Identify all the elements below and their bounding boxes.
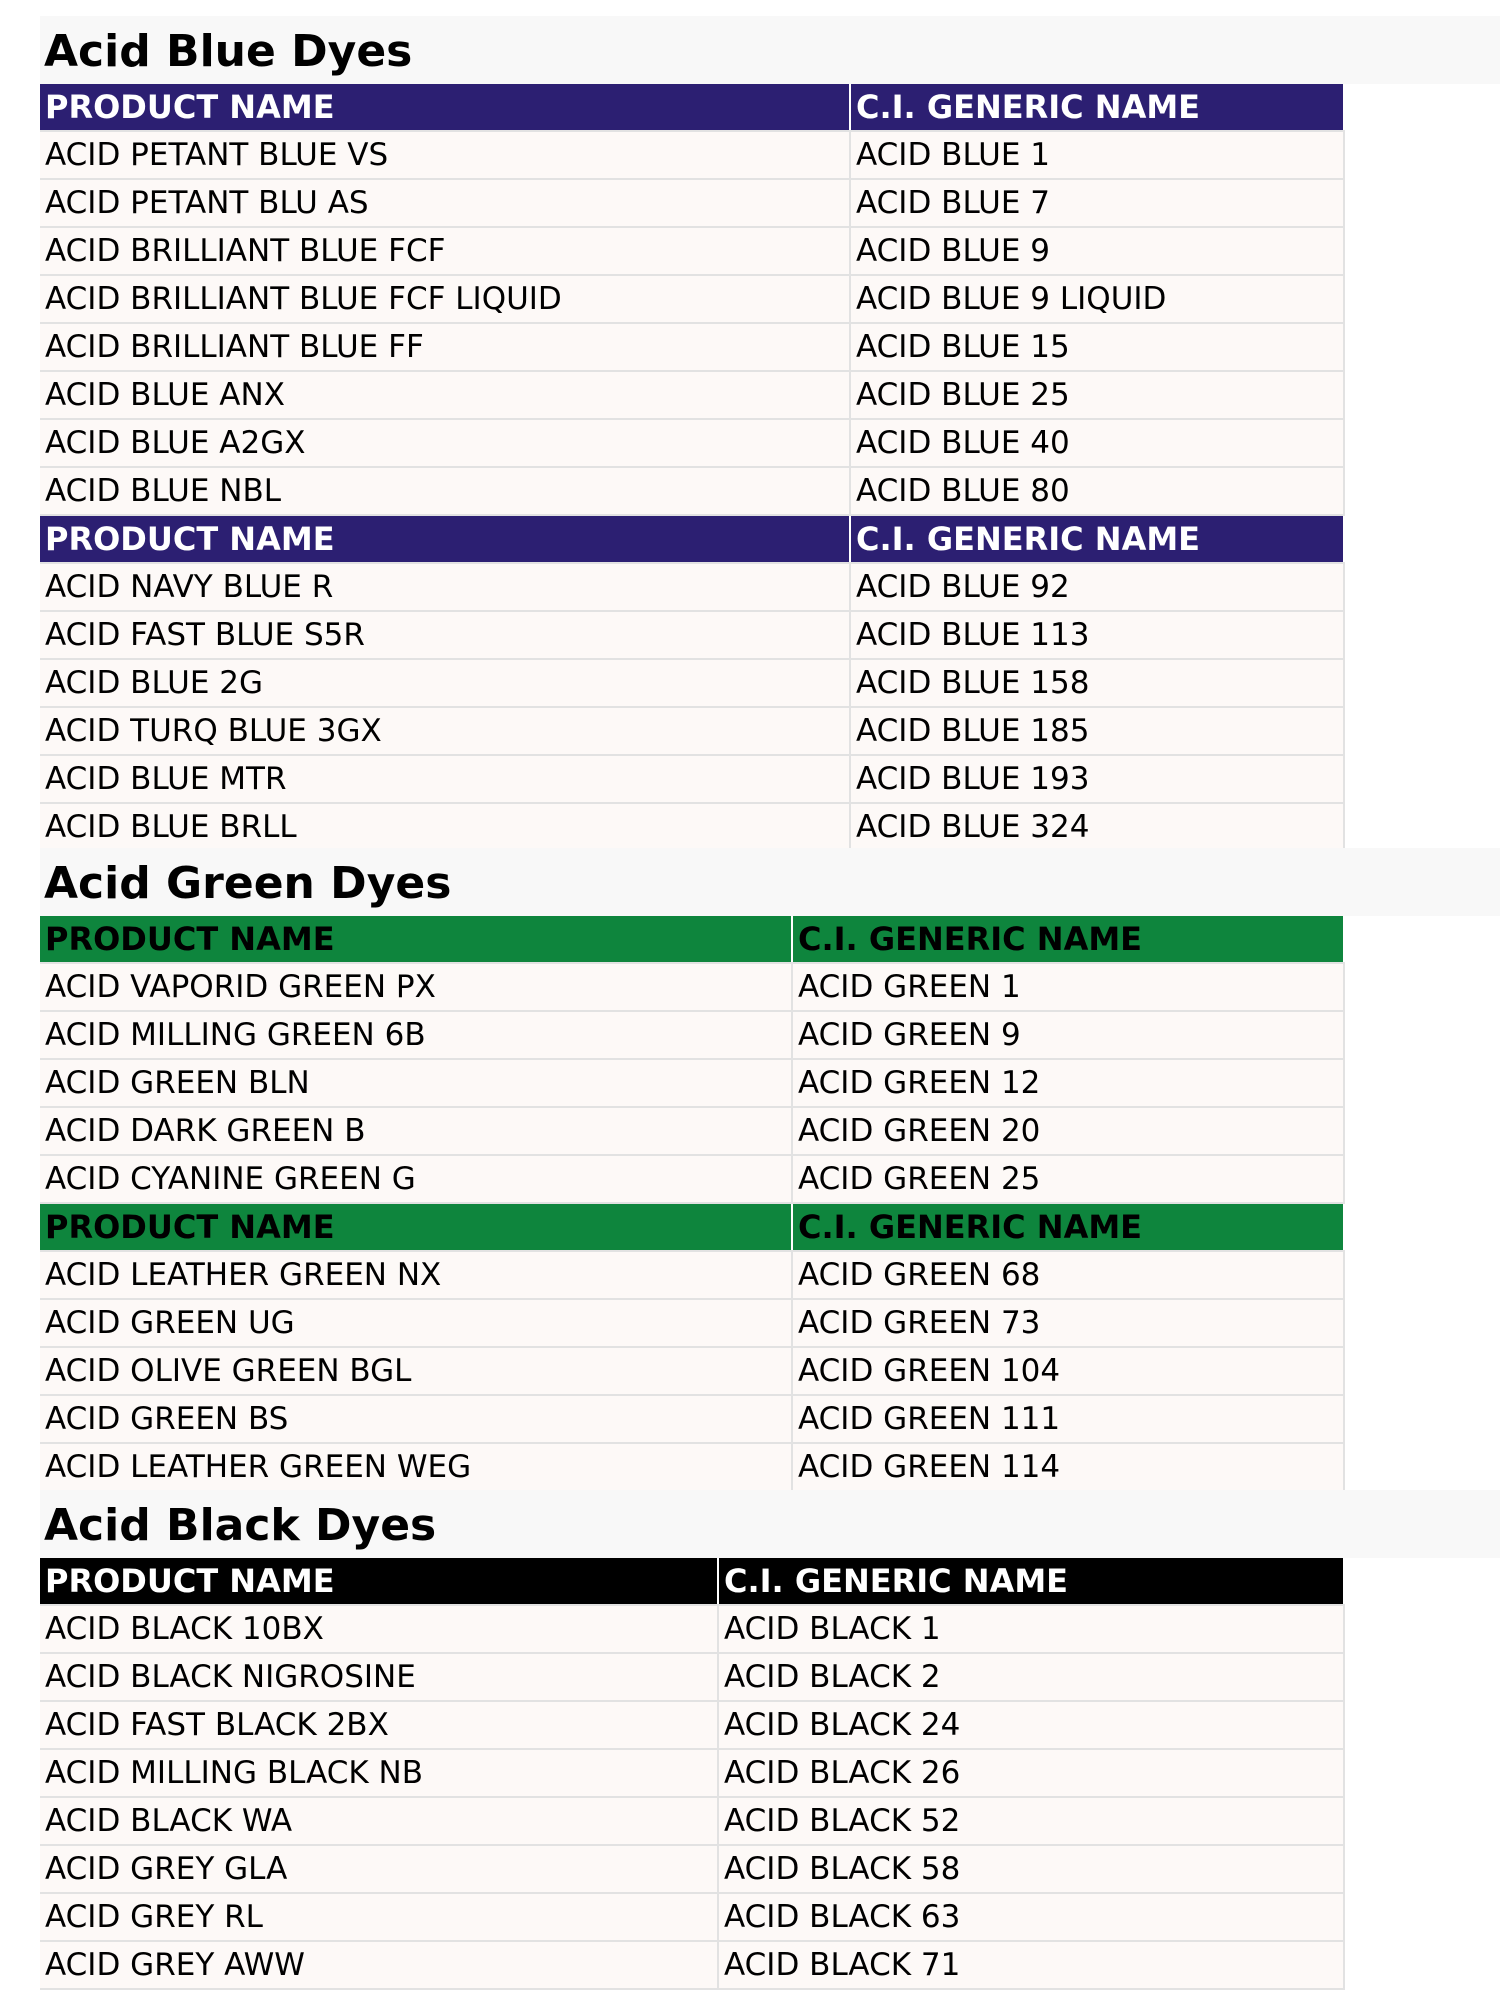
table-header-row: [40, 1558, 1344, 1605]
table-row: [40, 1155, 1344, 1203]
product-name-cell: ACID BLUE MTR: [40, 755, 850, 803]
generic-name-cell: ACID GREEN 9: [792, 1011, 1344, 1059]
generic-name-cell: ACID BLUE 25: [850, 371, 1344, 419]
product-name-cell: ACID GREY AWW: [40, 1941, 718, 1989]
product-name-cell: ACID NAVY BLUE R: [40, 563, 850, 611]
generic-name-cell: ACID BLUE 40: [850, 419, 1344, 467]
acid-blue-dyes-table: [40, 84, 1345, 852]
table-row: [40, 1797, 1344, 1845]
generic-name-cell: ACID BLACK 58: [718, 1845, 1344, 1893]
product-name-cell: ACID PETANT BLU AS: [40, 179, 850, 227]
generic-name-cell: ACID BLUE 185: [850, 707, 1344, 755]
generic-name-cell: ACID BLUE 113: [850, 611, 1344, 659]
table-row: [40, 467, 1344, 515]
column-header-generic-name: C.I. GENERIC NAME: [850, 515, 1344, 563]
column-header-product-name: PRODUCT NAME: [40, 1203, 792, 1251]
product-name-cell: ACID BRILLIANT BLUE FF: [40, 323, 850, 371]
table-row: [40, 1893, 1344, 1941]
product-name-cell: ACID FAST BLACK 2BX: [40, 1701, 718, 1749]
generic-name-cell: ACID BLACK 26: [718, 1749, 1344, 1797]
product-name-cell: ACID BLACK 10BX: [40, 1605, 718, 1653]
table-row: [40, 371, 1344, 419]
table-row: [40, 1845, 1344, 1893]
table-row: [40, 707, 1344, 755]
product-name-cell: ACID OLIVE GREEN BGL: [40, 1347, 792, 1395]
product-name-cell: ACID GREEN BLN: [40, 1059, 792, 1107]
product-name-cell: ACID TURQ BLUE 3GX: [40, 707, 850, 755]
generic-name-cell: ACID GREEN 114: [792, 1443, 1344, 1491]
table-body: [40, 1558, 1344, 1989]
generic-name-cell: ACID BLUE 92: [850, 563, 1344, 611]
product-name-cell: ACID VAPORID GREEN PX: [40, 963, 792, 1011]
table-row: [40, 611, 1344, 659]
generic-name-cell: ACID BLUE 324: [850, 803, 1344, 851]
generic-name-cell: ACID BLACK 1: [718, 1605, 1344, 1653]
product-name-cell: ACID FAST BLUE S5R: [40, 611, 850, 659]
product-name-cell: ACID DARK GREEN B: [40, 1107, 792, 1155]
table-row: [40, 803, 1344, 851]
generic-name-cell: ACID GREEN 104: [792, 1347, 1344, 1395]
column-header-generic-name: C.I. GENERIC NAME: [792, 1203, 1344, 1251]
column-header-product-name: PRODUCT NAME: [40, 84, 850, 131]
generic-name-cell: ACID BLACK 71: [718, 1941, 1344, 1989]
table-row: [40, 755, 1344, 803]
generic-name-cell: ACID BLUE 9 LIQUID: [850, 275, 1344, 323]
table-body: [40, 916, 1344, 1491]
table-row: [40, 1347, 1344, 1395]
column-header-generic-name: C.I. GENERIC NAME: [792, 916, 1344, 963]
generic-name-cell: ACID BLUE 7: [850, 179, 1344, 227]
column-header-product-name: PRODUCT NAME: [40, 916, 792, 963]
table-row: [40, 179, 1344, 227]
table-row: [40, 419, 1344, 467]
product-name-cell: ACID PETANT BLUE VS: [40, 131, 850, 179]
acid-green-dyes-table: [40, 916, 1345, 1492]
generic-name-cell: ACID GREEN 68: [792, 1251, 1344, 1299]
table-row: [40, 323, 1344, 371]
section-title-green: Acid Green Dyes: [44, 858, 452, 909]
table-header-row: [40, 916, 1344, 963]
table-row: [40, 1701, 1344, 1749]
product-name-cell: ACID GREY GLA: [40, 1845, 718, 1893]
generic-name-cell: ACID GREEN 111: [792, 1395, 1344, 1443]
product-name-cell: ACID BLUE ANX: [40, 371, 850, 419]
generic-name-cell: ACID GREEN 20: [792, 1107, 1344, 1155]
generic-name-cell: ACID GREEN 12: [792, 1059, 1344, 1107]
product-name-cell: ACID BLUE A2GX: [40, 419, 850, 467]
table-header-row: [40, 1203, 1344, 1251]
generic-name-cell: ACID BLUE 193: [850, 755, 1344, 803]
product-name-cell: ACID BLUE NBL: [40, 467, 850, 515]
product-name-cell: ACID BRILLIANT BLUE FCF: [40, 227, 850, 275]
table-header-row: [40, 515, 1344, 563]
product-name-cell: ACID LEATHER GREEN NX: [40, 1251, 792, 1299]
product-name-cell: ACID GREEN UG: [40, 1299, 792, 1347]
table-row: [40, 1749, 1344, 1797]
generic-name-cell: ACID BLACK 2: [718, 1653, 1344, 1701]
table-row: [40, 1395, 1344, 1443]
generic-name-cell: ACID BLUE 15: [850, 323, 1344, 371]
table-body: [40, 84, 1344, 851]
table-row: [40, 227, 1344, 275]
product-name-cell: ACID GREEN BS: [40, 1395, 792, 1443]
generic-name-cell: ACID BLUE 9: [850, 227, 1344, 275]
table-row: [40, 1941, 1344, 1989]
column-header-generic-name: C.I. GENERIC NAME: [850, 84, 1344, 131]
product-name-cell: ACID MILLING GREEN 6B: [40, 1011, 792, 1059]
table-row: [40, 131, 1344, 179]
generic-name-cell: ACID BLACK 24: [718, 1701, 1344, 1749]
column-header-product-name: PRODUCT NAME: [40, 1558, 718, 1605]
table-row: [40, 1443, 1344, 1491]
table-row: [40, 1299, 1344, 1347]
product-name-cell: ACID BRILLIANT BLUE FCF LIQUID: [40, 275, 850, 323]
product-name-cell: ACID LEATHER GREEN WEG: [40, 1443, 792, 1491]
table-header-row: [40, 84, 1344, 131]
acid-black-dyes-table: [40, 1558, 1345, 1990]
generic-name-cell: ACID BLUE 158: [850, 659, 1344, 707]
section-title-blue: Acid Blue Dyes: [44, 26, 413, 77]
generic-name-cell: ACID BLACK 52: [718, 1797, 1344, 1845]
table-row: [40, 1251, 1344, 1299]
product-name-cell: ACID CYANINE GREEN G: [40, 1155, 792, 1203]
generic-name-cell: ACID BLACK 63: [718, 1893, 1344, 1941]
table-row: [40, 563, 1344, 611]
generic-name-cell: ACID GREEN 1: [792, 963, 1344, 1011]
product-name-cell: ACID BLACK WA: [40, 1797, 718, 1845]
generic-name-cell: ACID BLUE 80: [850, 467, 1344, 515]
generic-name-cell: ACID GREEN 25: [792, 1155, 1344, 1203]
table-row: [40, 1059, 1344, 1107]
product-name-cell: ACID GREY RL: [40, 1893, 718, 1941]
column-header-product-name: PRODUCT NAME: [40, 515, 850, 563]
column-header-generic-name: C.I. GENERIC NAME: [718, 1558, 1344, 1605]
table-row: [40, 659, 1344, 707]
product-name-cell: ACID BLACK NIGROSINE: [40, 1653, 718, 1701]
table-row: [40, 1107, 1344, 1155]
table-row: [40, 275, 1344, 323]
product-name-cell: ACID BLUE 2G: [40, 659, 850, 707]
table-row: [40, 1653, 1344, 1701]
table-row: [40, 1605, 1344, 1653]
table-row: [40, 1011, 1344, 1059]
generic-name-cell: ACID GREEN 73: [792, 1299, 1344, 1347]
table-row: [40, 963, 1344, 1011]
product-name-cell: ACID BLUE BRLL: [40, 803, 850, 851]
product-name-cell: ACID MILLING BLACK NB: [40, 1749, 718, 1797]
section-title-black: Acid Black Dyes: [44, 1500, 437, 1551]
generic-name-cell: ACID BLUE 1: [850, 131, 1344, 179]
